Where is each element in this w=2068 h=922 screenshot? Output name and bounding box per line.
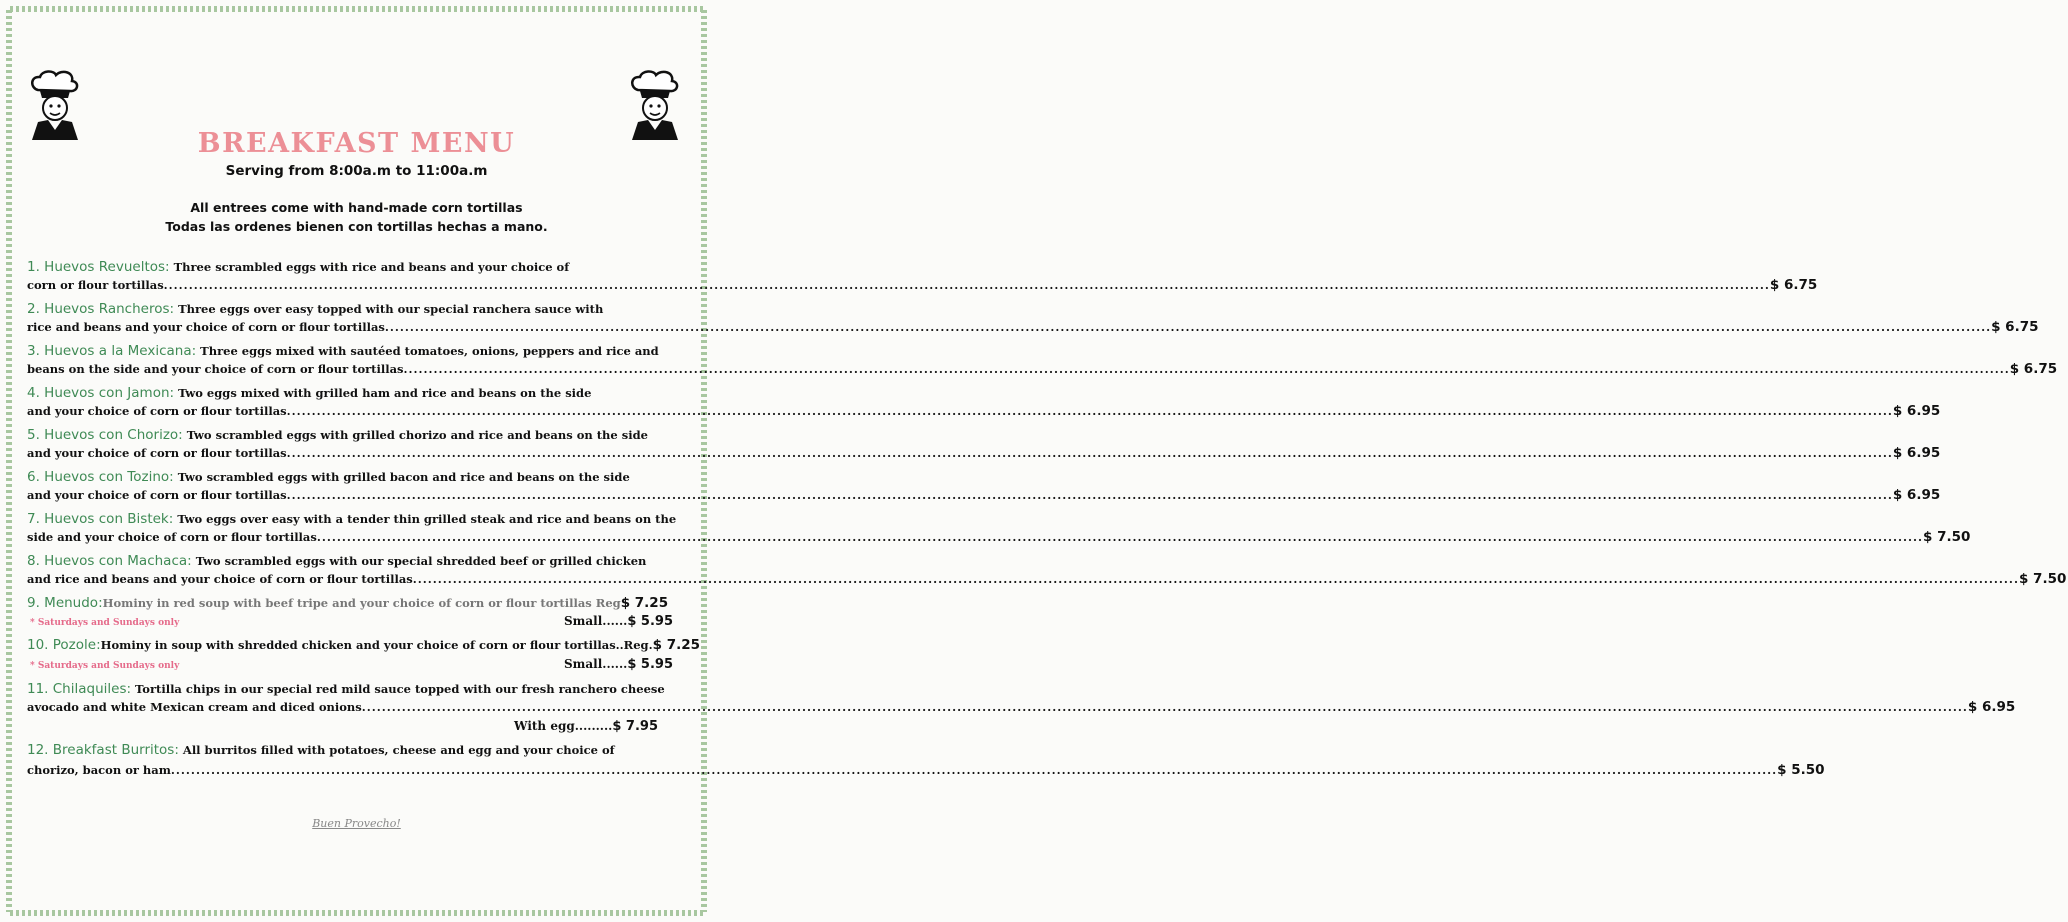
item-description: Two scrambled eggs with grilled bacon and rice and beans on the side: [173, 470, 630, 484]
item-name: 5. Huevos con Chorizo:: [27, 427, 183, 443]
small-price: $ 5.95: [627, 614, 673, 629]
item-description: Hominy in soup with shredded chicken and your choice of corn or flour tortillas..Reg.: [100, 638, 653, 652]
item-description: Tortilla chips in our special red mild sauce topped with our fresh ranchero cheese: [131, 682, 665, 696]
item-price: $ 6.75: [2009, 361, 2058, 377]
item-price: $ 6.75: [1769, 277, 1818, 293]
item-description-cont: and your choice of corn or flour tortillas: [27, 488, 287, 502]
bottom-border: [10, 910, 703, 916]
small-label: Small: [564, 657, 603, 671]
item-description: Two scrambled eggs with our special shredded beef or grilled chicken: [191, 554, 647, 568]
item-description-cont: beans on the side and your choice of corn or flour tortillas: [27, 362, 404, 376]
item-name: 12. Breakfast Burritos:: [27, 742, 179, 758]
item-description-cont: rice and beans and your choice of corn or flour tortillas: [27, 320, 385, 334]
item-name: 6. Huevos con Tozino:: [27, 469, 174, 485]
item-description-cont: and your choice of corn or flour tortillas: [27, 404, 287, 418]
item-description: Two eggs over easy with a tender thin grilled steak and rice and beans on the: [173, 512, 677, 526]
item-description-cont: corn or flour tortillas: [27, 278, 164, 292]
item-description: Three eggs mixed with sautéed tomatoes, onions, peppers and rice and: [196, 344, 659, 358]
item-description-cont: and your choice of corn or flour tortillas: [27, 446, 287, 460]
egg-price: $ 7.95: [612, 719, 658, 734]
item-price: $ 5.50: [1777, 762, 1825, 778]
item-name: 10. Pozole:: [27, 637, 101, 653]
small-label: Small: [564, 614, 603, 628]
item-description: Hominy in red soup with beef tripe and your choice of corn or flour tortillas Reg: [102, 596, 621, 610]
tortilla-note-es: Todas las ordenes bienen con tortillas hechas a mano.: [165, 219, 548, 234]
item-price: $ 7.25: [620, 595, 669, 611]
item-description: Three eggs over easy topped with our special ranchera sauce with: [174, 302, 604, 316]
item-description: Two eggs mixed with grilled ham and rice and beans on the side: [174, 386, 592, 400]
item-name: 8. Huevos con Machaca:: [27, 553, 192, 569]
item-name: 9. Menudo:: [27, 595, 103, 611]
item-name: 3. Huevos a la Mexicana:: [27, 343, 197, 359]
item-description: Two scrambled eggs with grilled chorizo and rice and beans on the side: [182, 428, 648, 442]
item-price: $ 6.95: [1892, 445, 1941, 461]
item-name: 2. Huevos Rancheros:: [27, 301, 175, 317]
item-name: 1. Huevos Revueltos:: [27, 259, 170, 275]
tortilla-note-en: All entrees come with hand-made corn tortillas: [190, 200, 523, 215]
item-price: $ 6.95: [1892, 487, 1941, 503]
egg-label: With egg: [514, 719, 575, 733]
item-price: $ 6.95: [1967, 699, 2016, 715]
small-price: $ 5.95: [627, 657, 673, 672]
weekend-note: * Saturdays and Sundays only: [30, 618, 180, 628]
top-border: [10, 6, 703, 12]
serving-hours: Serving from 8:00a.m to 11:00a.m: [225, 163, 488, 179]
item-price: $ 7.25: [652, 637, 701, 653]
item-description-cont: chorizo, bacon or ham: [27, 763, 171, 777]
item-price: $ 7.50: [2018, 571, 2067, 587]
item-description-cont: side and your choice of corn or flour tortillas: [27, 530, 317, 544]
item-name: 7. Huevos con Bistek:: [27, 511, 174, 527]
item-description-cont: and rice and beans and your choice of corn or flour tortillas: [27, 572, 413, 586]
item-name: 4. Huevos con Jamon:: [27, 385, 175, 401]
menu-title: BREAKFAST MENU: [197, 128, 516, 159]
item-description: All burritos filled with potatoes, cheese and egg and your choice of: [178, 743, 615, 757]
item-description: Three scrambled eggs with rice and beans and your choice of: [169, 260, 570, 274]
item-price: $ 6.95: [1892, 403, 1941, 419]
weekend-note: * Saturdays and Sundays only: [30, 661, 180, 671]
item-price: $ 6.75: [1991, 319, 2039, 335]
item-price: $ 7.50: [1923, 529, 1971, 545]
closing-text: Buen Provecho!: [312, 817, 401, 830]
item-description-cont: avocado and white Mexican cream and diced onions: [27, 700, 362, 714]
item-name: 11. Chilaquiles:: [27, 681, 132, 697]
